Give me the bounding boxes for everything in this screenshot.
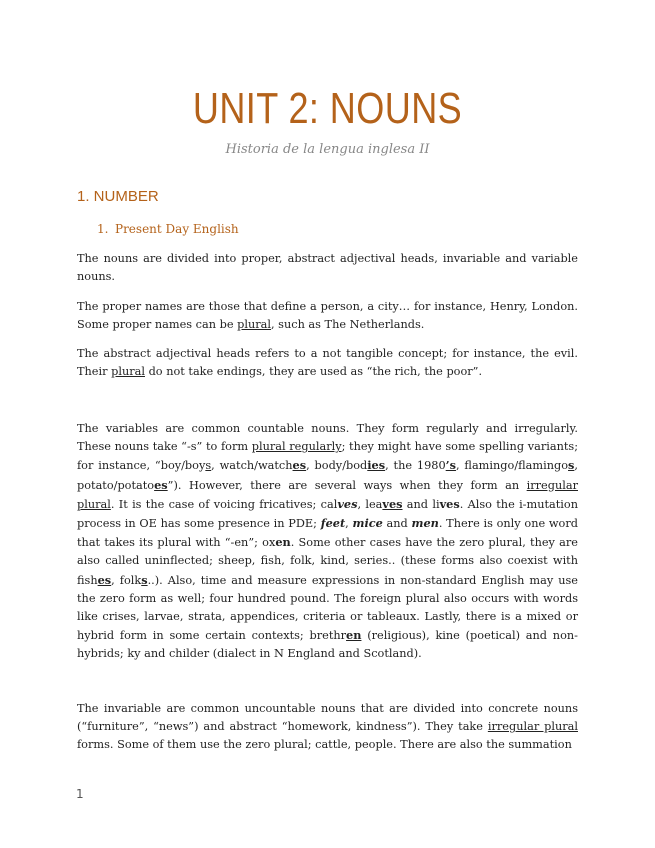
text-run: The proper names are those that define a person, a city… for instance, Henry, London. Some proper names can be (77, 300, 578, 332)
underlined-suffix: es (97, 572, 112, 587)
subsection-number: 1. (97, 222, 109, 236)
text-run: , such as The Netherlands. (270, 318, 425, 332)
text-run: ”). However, there are several ways when they form an (167, 478, 527, 492)
document-subtitle: Historia de la lengua inglesa II (225, 142, 430, 157)
text-run: ..). Also, time and measure expressions in non-standard English may use the zero form as well; four hundred pound. The foreign plural also occurs with words like crises, larvae, strata, appendices, criteria or tableaux. Lastly, there is a mixed or hybrid form in some certain contexts; brethr (77, 573, 578, 643)
underlined-suffix: ’s (445, 458, 456, 473)
emphasized-word: mice (352, 516, 383, 531)
text-run: . Also the i-mutation process in OE has some presence in PDE; (77, 497, 578, 531)
paragraph-1 (77, 250, 578, 286)
underlined-suffix: ves (382, 496, 403, 511)
paragraph-2 (77, 298, 578, 334)
underlined-suffix: s (568, 458, 575, 473)
paragraph-1-text: The nouns are divided into proper, abstract adjectival heads, invariable and variable nouns. (77, 252, 578, 284)
underlined-suffix: ies (367, 458, 386, 473)
text-run: The abstract adjectival heads refers to a not tangible concept; for instance, the evil. Their (77, 347, 578, 379)
text-run: . There is only one word that takes its plural with “-en”; ox (77, 517, 578, 550)
text-run: . It is the case of voicing fricatives; cal (110, 497, 338, 511)
text-run: , folk (111, 573, 142, 587)
text-run: , lea (357, 497, 383, 511)
text-run: . Some other cases have the zero plural, they are also called uninflected; sheep, fish, folk, kind, series.. (these forms also coexist with fish (77, 536, 578, 587)
text-run: do not take endings, they are used as “the rich, the poor”. (144, 365, 483, 379)
paragraph-3 (77, 345, 578, 381)
underlined-suffix: s (205, 459, 212, 473)
text-run: ; they might have some spelling variants; for instance, “boy/boy (77, 440, 578, 473)
text-run: and (382, 517, 412, 531)
subsection-title: Present Day English (115, 222, 239, 236)
section-heading: 1. NUMBER (77, 188, 159, 205)
underlined-suffix: es (292, 458, 307, 473)
emphasized-word: men (411, 516, 439, 531)
emphasized-suffix: ves (337, 496, 358, 511)
text-run: , body/bod (306, 459, 368, 473)
text-run: , watch/watch (211, 459, 293, 473)
page-number: 1 (76, 787, 84, 801)
subsection-heading (97, 222, 239, 236)
paragraph-5 (77, 700, 578, 755)
underlined-suffix: en (346, 628, 362, 643)
text-run: , the 1980 (385, 459, 446, 473)
paragraph-4 (77, 420, 578, 664)
underlined-term: irregular plural (487, 720, 578, 734)
document-title: UNIT 2: NOUNS (192, 84, 463, 133)
text-run: The variables are common countable nouns. They form regularly and irregularly. These nouns take “-s” to form (77, 422, 578, 454)
text-run: The invariable are common uncountable nouns that are divided into concrete nouns (“furniture”, “news”) and abstract “homework, kindness”). They take (77, 702, 578, 734)
underlined-term: plural (111, 365, 145, 379)
underlined-suffix: s (141, 572, 148, 587)
text-run: and li (402, 497, 440, 511)
emphasized-suffix: en (275, 535, 291, 550)
emphasized-word: feet (320, 516, 346, 531)
text-run: , (345, 517, 353, 531)
underlined-term: plural regularly (251, 440, 342, 454)
underlined-term: plural (237, 318, 271, 332)
underlined-suffix: es (154, 477, 168, 492)
underlined-term: irregular plural (77, 478, 578, 511)
text-run: (religious), kine (poetical) and non-hybrids; ky and childer (dialect in N England and Scotland). (77, 629, 578, 661)
text-run: , potato/potato (77, 459, 578, 492)
text-run: forms. Some of them use the zero plural; cattle, people. There are also the summation (77, 738, 572, 752)
emphasized-suffix: ves (439, 496, 460, 511)
text-run: , flamingo/flamingo (455, 459, 569, 473)
